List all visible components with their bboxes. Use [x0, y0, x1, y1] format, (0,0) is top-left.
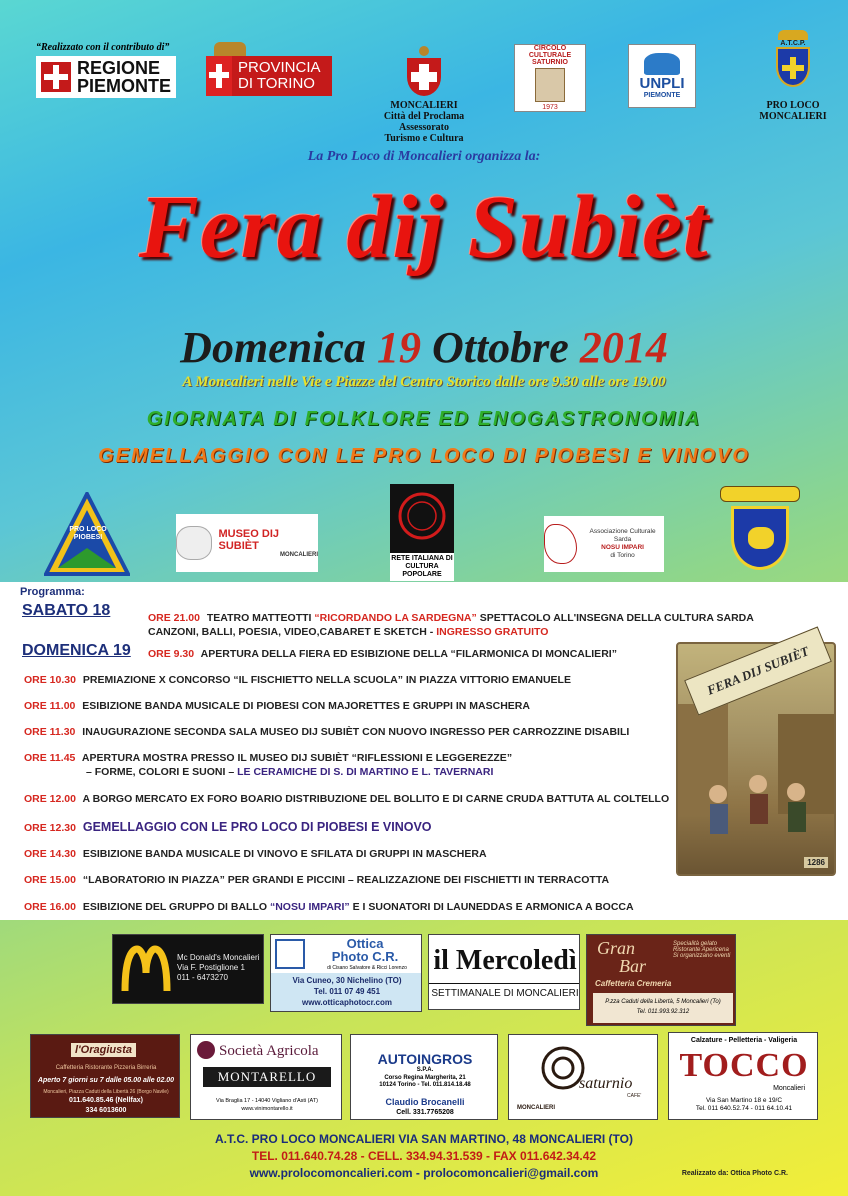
footer-credit: Realizzato da: Ottica Photo C.R.	[681, 1170, 788, 1177]
granbar-side: Specialità gelato Ristorante Apericena Si organizzano eventi	[673, 941, 731, 959]
ad-granbar	[586, 934, 736, 1026]
tocco-tel: Tel. 011 640.52.74 - 011 64.10.41	[695, 1105, 793, 1112]
oragiusta-side: Caffetteria Ristorante Pizzeria Birreria	[55, 1065, 157, 1071]
granbar-addr: P.zza Caduti della Libertà, 5 Moncalieri (To)	[605, 999, 721, 1005]
provincia-line1: PROVINCIA	[238, 59, 321, 76]
nosu-line1: Associazione Culturale Sarda	[589, 528, 656, 543]
ad-mercoledi	[428, 934, 580, 1010]
program-row	[24, 901, 634, 913]
piobesi-logo	[44, 492, 130, 576]
program-row	[148, 626, 548, 638]
ottica-tel: Tel. 011 07 49 451	[313, 987, 381, 996]
ottica-web: www.otticaphotocr.com	[302, 998, 392, 1007]
program-text: CANZONI, BALLI, POESIA, VIDEO,CABARET E SKETCH -	[148, 626, 434, 638]
piobesi-text: PRO LOCO PIOBESI	[69, 526, 107, 541]
mercoledi-sub: SETTIMANALE DI MONCALIERI	[429, 983, 580, 999]
program-text: ESIBIZIONE BANDA MUSICALE DI PIOBESI CON MAJORETTES E GRUPPI IN MASCHERA	[82, 700, 530, 712]
program-highlight: “RICORDANDO LA SARDEGNA”	[314, 612, 477, 624]
program-row	[24, 848, 487, 860]
proloco-caption	[752, 100, 834, 122]
moncalieri-caption-line: Assessorato	[399, 122, 449, 133]
date-day: Domenica	[180, 323, 366, 372]
eye-icon	[275, 939, 305, 969]
event-location-hours: A Moncalieri nelle Vie e Piazze del Centro Storico dalle ore 9.30 alle ore 19.00	[182, 374, 666, 390]
mcd-addr: Via F. Postiglione 1	[177, 963, 245, 972]
moncalieri-caption-line: MONCALIERI	[390, 100, 458, 111]
granbar-line1: Gran	[597, 938, 636, 958]
program-highlight: “NOSU IMPARI”	[269, 901, 350, 913]
mcdonalds-arches-icon	[121, 945, 171, 995]
montarello-addr: Via Braglia 17 - 14040 Vigliano d'Asti (AT)	[216, 1098, 318, 1104]
autoingros-addr: Corso Regina Margherita, 21	[384, 1075, 466, 1081]
saturnio-cafe: CAFE'	[627, 1093, 642, 1099]
circolo-saturnio-logo	[514, 44, 586, 112]
ottica-owner: di Cisano Salvatore & Ricci Lorenzo	[327, 965, 407, 971]
regione-line2: PIEMONTE	[76, 76, 171, 96]
nosu-line3: di Torino	[610, 552, 635, 559]
intro-text: La Pro Loco di Moncalieri organizza la:	[307, 149, 541, 164]
ottica-line1: Ottica	[346, 936, 384, 951]
event-date	[0, 322, 848, 373]
program-time: ORE 10.30	[24, 674, 76, 686]
program-text: GEMELLAGGIO CON LE PRO LOCO DI PIOBESI E VINOVO	[82, 820, 432, 834]
grapes-icon	[197, 1041, 215, 1059]
circolo-year: 1973	[542, 104, 558, 111]
program-text: ESIBIZIONE DEL GRUPPO DI BALLO	[82, 901, 268, 913]
day-sabato: SABATO 18	[22, 602, 111, 619]
program-text: A BORGO MERCATO EX FORO BOARIO DISTRIBUZIONE DEL BOLLITO E DI CARNE CRUDA BATTUTA AL COLTELLO	[82, 793, 670, 805]
ad-autoingros	[350, 1034, 498, 1120]
autoingros-city: 10124 Torino - Tel. 011.814.18.48	[379, 1082, 471, 1088]
tocco-name: TOCCO	[679, 1047, 809, 1084]
ottica-addr: Via Cuneo, 30 Nichelino (TO)	[292, 976, 402, 985]
regione-piemonte-logo	[36, 56, 176, 98]
museo-name: MUSEO DIJ SUBIÈT	[218, 528, 279, 552]
program-text: APERTURA MOSTRA PRESSO IL MUSEO DIJ SUBIÈT “RIFLESSIONI E LEGGEREZZE”	[81, 752, 513, 764]
ad-montarello	[190, 1034, 342, 1120]
autoingros-name: AUTOINGROS	[377, 1051, 473, 1067]
program-text: ESIBIZIONE BANDA MUSICALE DI VINOVO E SFILATA DI GRUPPI IN MASCHERA	[82, 848, 487, 860]
ad-oragiusta	[30, 1034, 180, 1118]
program-row	[24, 752, 512, 764]
piemonte-flag-icon	[41, 62, 71, 92]
autoingros-sub: S.P.A.	[416, 1067, 434, 1073]
program-row	[148, 648, 617, 660]
granbar-tel: Tel. 011.993.92.312	[636, 1009, 690, 1015]
oragiusta-tel2: 334 6013600	[85, 1107, 127, 1114]
moncalieri-caption	[358, 100, 490, 144]
museo-logo	[176, 514, 318, 572]
program-text-rest: SPETTACOLO ALL'INSEGNA DELLA CULTURA SARDA	[479, 612, 754, 624]
ad-tocco	[668, 1032, 818, 1120]
montarello-web: www.vinimontarello.it	[241, 1106, 293, 1112]
program-row	[24, 726, 629, 738]
circolo-name: CIRCOLO CULTURALE SATURNIO	[528, 45, 572, 66]
saturnio-name: saturnio	[579, 1075, 633, 1092]
rete-circle-icon	[390, 484, 454, 548]
program-time: ORE 16.00	[24, 901, 76, 913]
mercoledi-title: il Mercoledì	[433, 945, 577, 976]
program-text: – FORME, COLORI E SUONI –	[86, 766, 235, 778]
program-time: ORE 21.00	[148, 612, 200, 624]
regione-line1: REGIONE	[76, 58, 160, 78]
program-time: ORE 15.00	[24, 874, 76, 886]
oragiusta-addr: Moncalieri, Piazza Caduti della Libertà 26 (Borgo Navile)	[43, 1089, 169, 1095]
program-row	[24, 820, 432, 834]
mcd-tel: 011 - 6473270	[177, 973, 229, 982]
provincia-line2: DI TORINO	[238, 75, 315, 92]
contributo-text: “Realizzato con il contributo di”	[36, 42, 170, 53]
oragiusta-tel: 011.640.85.46 (Nellfax)	[69, 1097, 143, 1104]
event-title: Fera dij Subièt	[138, 178, 710, 277]
nosu-line2: NOSU IMPARI	[601, 544, 644, 551]
program-time: ORE 12.30	[24, 822, 76, 834]
proloco-crest-icon	[770, 30, 816, 100]
program-label: Programma:	[20, 586, 85, 598]
provincia-cross-icon	[206, 56, 232, 96]
tocco-addr: Via San Martino 18 e 19/C	[705, 1097, 783, 1104]
rete-logo	[390, 484, 454, 576]
moncalieri-caption-line: Città del Proclama	[383, 111, 465, 122]
proloco-caption-line: PRO LOCO	[766, 100, 820, 111]
program-time: ORE 14.30	[24, 848, 76, 860]
footer-web: www.prolocomoncalieri.com - prolocomoncalieri@gmail.com	[249, 1166, 599, 1180]
saturnio-city: MONCALIERI	[517, 1105, 555, 1111]
program-time: ORE 9.30	[148, 648, 195, 660]
program-time: ORE 11.00	[24, 700, 76, 712]
folklore-heading: GIORNATA DI FOLKLORE ED ENOGASTRONOMIA	[146, 408, 702, 430]
program-row	[148, 612, 754, 624]
tocco-top: Calzature - Pelletteria - Valigeria	[690, 1037, 798, 1044]
nosu-impari-logo	[544, 516, 664, 572]
program-row	[24, 793, 669, 805]
museo-sub: MONCALIERI	[280, 552, 318, 558]
montarello-line2: MONTARELLO	[203, 1067, 331, 1087]
twinning-heading: GEMELLAGGIO CON LE PRO LOCO DI PIOBESI E VINOVO	[98, 445, 750, 467]
date-year: 2014	[579, 323, 668, 372]
program-time: ORE 11.30	[24, 726, 76, 738]
program-text: INAUGURAZIONE SECONDA SALA MUSEO DIJ SUBIÈT CON NUOVO INGRESSO PER CARROZZINE DISABILI	[82, 726, 630, 738]
program-highlight: LE CERAMICHE DI S. DI MARTINO E L. TAVERNARI	[237, 766, 494, 778]
unpli-text: UNPLI	[639, 75, 685, 92]
ottica-line2: Photo C.R.	[331, 949, 399, 964]
granbar-line2: Bar	[619, 956, 646, 976]
whistle-icon	[176, 526, 212, 560]
painting-banner: FERA DIJ SUBIÈT	[684, 626, 832, 715]
statue-icon	[535, 68, 565, 102]
footer-phones: TEL. 011.640.74.28 - CELL. 334.94.31.539 - FAX 011.642.34.42	[251, 1149, 597, 1163]
program-text-rest: E I SUONATORI DI LAUNEDDAS E ARMONICA A BOCCA	[352, 901, 634, 913]
program-time: ORE 11.45	[24, 752, 76, 764]
sardinia-map-icon	[544, 524, 577, 564]
ad-saturnio	[508, 1034, 658, 1120]
unpli-sub: PIEMONTE	[643, 92, 681, 99]
program-row	[86, 766, 493, 778]
atcp-text: A.T.C.P.	[780, 40, 806, 47]
unpli-logo	[628, 44, 696, 108]
date-month: Ottobre	[431, 323, 569, 372]
granbar-sub: Caffetteria Cremeria	[595, 979, 672, 988]
program-time: ORE 12.00	[24, 793, 76, 805]
program-row	[24, 674, 571, 686]
date-num: 19	[376, 323, 421, 372]
program-highlight: INGRESSO GRATUITO	[436, 626, 549, 638]
program-text: TEATRO MATTEOTTI	[206, 612, 312, 624]
moncalieri-crest-icon	[400, 46, 448, 98]
program-text: PREMIAZIONE X CONCORSO “IL FISCHIETTO NELLA SCUOLA” IN PIAZZA VITTORIO EMANUELE	[82, 674, 571, 686]
program-row	[24, 700, 530, 712]
ad-mcdonalds	[112, 934, 264, 1004]
oragiusta-open: Aperto 7 giorni su 7 dalle 05.00 alle 02.00	[37, 1077, 175, 1084]
vinovo-crest-icon	[716, 486, 804, 574]
proloco-caption-line: MONCALIERI	[759, 111, 827, 122]
autoingros-cell: Cell. 331.7765208	[396, 1109, 454, 1116]
painting-year: 1286	[804, 857, 828, 868]
oragiusta-name: l'Oragiusta	[71, 1043, 136, 1057]
italy-map-icon	[644, 53, 680, 75]
program-text: “LABORATORIO IN PIAZZA” PER GRANDI E PICCINI – REALIZZAZIONE DEI FISCHIETTI IN TERRACOTTA	[82, 874, 610, 886]
rete-text: RETE ITALIANA DI CULTURA POPOLARE	[390, 553, 454, 581]
footer-address: A.T.C. PRO LOCO MONCALIERI VIA SAN MARTINO, 48 MONCALIERI (TO)	[214, 1132, 633, 1146]
program-row	[24, 874, 609, 886]
program-text: APERTURA DELLA FIERA ED ESIBIZIONE DELLA “FILARMONICA DI MONCALIERI”	[200, 648, 617, 660]
moncalieri-caption-line: Turismo e Cultura	[384, 133, 464, 144]
ad-ottica	[270, 934, 422, 1012]
montarello-line1: Società Agricola	[219, 1043, 319, 1059]
crown-icon	[214, 42, 246, 56]
provincia-torino-logo	[206, 42, 332, 100]
tocco-sub: Moncalieri	[773, 1085, 805, 1092]
day-domenica: DOMENICA 19	[22, 642, 131, 659]
mcd-name: Mc Donald's Moncalieri	[177, 953, 260, 962]
autoingros-contact: Claudio Brocanelli	[385, 1097, 465, 1107]
